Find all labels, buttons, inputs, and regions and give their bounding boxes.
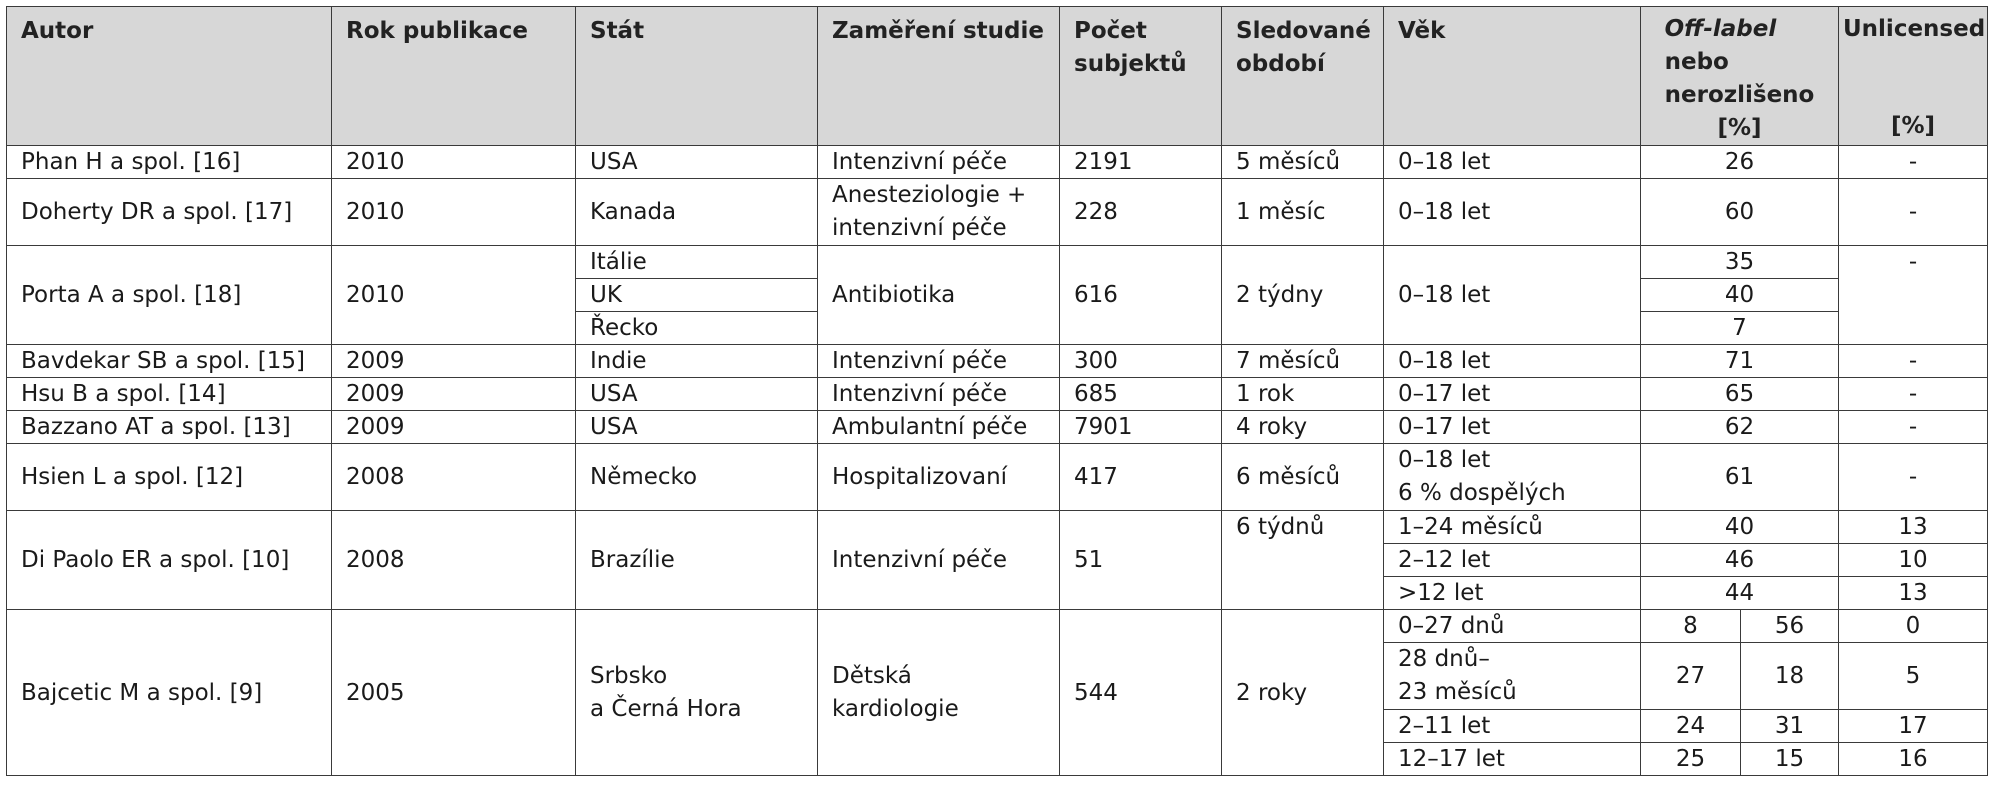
cell-autor: Phan H a spol. [16] <box>7 146 332 179</box>
cell-pocet: 2191 <box>1060 146 1222 179</box>
table-row <box>7 345 1988 378</box>
cell-pocet: 7901 <box>1060 411 1222 444</box>
cell-nerozliseno: 18 <box>1741 643 1839 710</box>
studies-table <box>6 6 1988 776</box>
cell-vek: 28 dnů– 23 měsíců <box>1384 643 1641 710</box>
cell-obdobi: 7 měsíců <box>1222 345 1384 378</box>
cell-rok: 2005 <box>332 610 576 776</box>
cell-obdobi: 1 rok <box>1222 378 1384 411</box>
cell-off-label: 46 <box>1641 544 1839 577</box>
header-row <box>7 7 1988 146</box>
cell-vek: 12–17 let <box>1384 743 1641 776</box>
cell-unlicensed: - <box>1839 179 1988 246</box>
cell-autor: Bazzano AT a spol. [13] <box>7 411 332 444</box>
cell-stat: Srbsko a Černá Hora <box>576 610 818 776</box>
cell-vek: 0–17 let <box>1384 411 1641 444</box>
cell-zamereni: Antibiotika <box>818 246 1060 345</box>
cell-pocet: 616 <box>1060 246 1222 345</box>
cell-vek: 0–18 let <box>1384 246 1641 345</box>
table-row <box>7 179 1988 246</box>
cell-off-label: 7 <box>1641 312 1839 345</box>
cell-obdobi: 6 týdnů <box>1222 511 1384 610</box>
cell-off-label: 61 <box>1641 444 1839 511</box>
cell-pocet: 685 <box>1060 378 1222 411</box>
cell-vek: 0–18 let <box>1384 146 1641 179</box>
cell-stat: Itálie <box>576 246 818 279</box>
cell-stat: USA <box>576 146 818 179</box>
cell-off-label: 26 <box>1641 146 1839 179</box>
cell-zamereni: Dětská kardiologie <box>818 610 1060 776</box>
cell-unlicensed: - <box>1839 246 1988 345</box>
cell-zamereni: Anesteziologie + intenzivní péče <box>818 179 1060 246</box>
cell-rok: 2009 <box>332 345 576 378</box>
cell-vek: >12 let <box>1384 577 1641 610</box>
cell-obdobi: 2 týdny <box>1222 246 1384 345</box>
cell-autor: Hsien L a spol. [12] <box>7 444 332 511</box>
cell-unlicensed: 5 <box>1839 643 1988 710</box>
cell-unlicensed: 16 <box>1839 743 1988 776</box>
cell-off-label: 40 <box>1641 511 1839 544</box>
cell-unlicensed: 0 <box>1839 610 1988 643</box>
cell-off-label: 71 <box>1641 345 1839 378</box>
col-header-sledovane: Sledované období <box>1222 7 1384 146</box>
cell-stat: UK <box>576 279 818 312</box>
cell-unlicensed: - <box>1839 378 1988 411</box>
cell-unlicensed: 10 <box>1839 544 1988 577</box>
cell-unlicensed: 13 <box>1839 511 1988 544</box>
cell-rok: 2010 <box>332 146 576 179</box>
cell-pocet: 300 <box>1060 345 1222 378</box>
cell-off-label: 27 <box>1641 643 1741 710</box>
col-header-autor: Autor <box>7 7 332 146</box>
cell-zamereni: Intenzivní péče <box>818 146 1060 179</box>
cell-off-label: 65 <box>1641 378 1839 411</box>
cell-off-label: 25 <box>1641 743 1741 776</box>
col-header-vek: Věk <box>1384 7 1641 146</box>
col-header-zamereni: Zaměření studie <box>818 7 1060 146</box>
cell-rok: 2010 <box>332 246 576 345</box>
cell-autor: Di Paolo ER a spol. [10] <box>7 511 332 610</box>
table-row <box>7 511 1988 544</box>
cell-off-label: 60 <box>1641 179 1839 246</box>
cell-nerozliseno: 31 <box>1741 710 1839 743</box>
table-row <box>7 444 1988 511</box>
table-row <box>7 378 1988 411</box>
table-row <box>7 246 1988 279</box>
cell-stat: Německo <box>576 444 818 511</box>
col-header-unlicensed: Unlicensed [%] <box>1839 7 1988 146</box>
cell-vek: 0–18 let 6 % dospělých <box>1384 444 1641 511</box>
cell-unlicensed: 13 <box>1839 577 1988 610</box>
cell-obdobi: 6 měsíců <box>1222 444 1384 511</box>
cell-obdobi: 2 roky <box>1222 610 1384 776</box>
cell-vek: 0–18 let <box>1384 179 1641 246</box>
cell-stat: Kanada <box>576 179 818 246</box>
cell-zamereni: Intenzivní péče <box>818 511 1060 610</box>
cell-pocet: 417 <box>1060 444 1222 511</box>
cell-off-label: 40 <box>1641 279 1839 312</box>
cell-unlicensed: 17 <box>1839 710 1988 743</box>
cell-vek: 0–27 dnů <box>1384 610 1641 643</box>
cell-pocet: 51 <box>1060 511 1222 610</box>
cell-vek: 0–18 let <box>1384 345 1641 378</box>
cell-nerozliseno: 15 <box>1741 743 1839 776</box>
cell-zamereni: Intenzivní péče <box>818 378 1060 411</box>
cell-vek: 1–24 měsíců <box>1384 511 1641 544</box>
cell-unlicensed: - <box>1839 146 1988 179</box>
cell-rok: 2008 <box>332 444 576 511</box>
cell-unlicensed: - <box>1839 444 1988 511</box>
cell-autor: Bajcetic M a spol. [9] <box>7 610 332 776</box>
cell-unlicensed: - <box>1839 345 1988 378</box>
cell-obdobi: 1 měsíc <box>1222 179 1384 246</box>
col-header-pocet: Počet subjektů <box>1060 7 1222 146</box>
cell-off-label: 24 <box>1641 710 1741 743</box>
cell-zamereni: Hospitalizovaní <box>818 444 1060 511</box>
col-header-off-label: Off-label nebo nerozlišeno [%] <box>1641 7 1839 146</box>
cell-off-label: 44 <box>1641 577 1839 610</box>
cell-stat: USA <box>576 411 818 444</box>
cell-rok: 2008 <box>332 511 576 610</box>
cell-vek: 2–12 let <box>1384 544 1641 577</box>
cell-stat: Indie <box>576 345 818 378</box>
cell-autor: Bavdekar SB a spol. [15] <box>7 345 332 378</box>
cell-stat: USA <box>576 378 818 411</box>
cell-obdobi: 5 měsíců <box>1222 146 1384 179</box>
cell-off-label: 62 <box>1641 411 1839 444</box>
cell-obdobi: 4 roky <box>1222 411 1384 444</box>
cell-vek: 2–11 let <box>1384 710 1641 743</box>
cell-rok: 2009 <box>332 411 576 444</box>
cell-stat: Řecko <box>576 312 818 345</box>
cell-zamereni: Ambulantní péče <box>818 411 1060 444</box>
table-row <box>7 146 1988 179</box>
cell-off-label: 35 <box>1641 246 1839 279</box>
cell-pocet: 228 <box>1060 179 1222 246</box>
cell-stat: Brazílie <box>576 511 818 610</box>
cell-zamereni: Intenzivní péče <box>818 345 1060 378</box>
col-header-rok: Rok publikace <box>332 7 576 146</box>
table-row <box>7 610 1988 643</box>
cell-autor: Hsu B a spol. [14] <box>7 378 332 411</box>
cell-rok: 2009 <box>332 378 576 411</box>
cell-rok: 2010 <box>332 179 576 246</box>
table-row <box>7 411 1988 444</box>
cell-autor: Porta A a spol. [18] <box>7 246 332 345</box>
cell-vek: 0–17 let <box>1384 378 1641 411</box>
col-header-stat: Stát <box>576 7 818 146</box>
cell-pocet: 544 <box>1060 610 1222 776</box>
cell-off-label: 8 <box>1641 610 1741 643</box>
cell-unlicensed: - <box>1839 411 1988 444</box>
cell-autor: Doherty DR a spol. [17] <box>7 179 332 246</box>
cell-nerozliseno: 56 <box>1741 610 1839 643</box>
